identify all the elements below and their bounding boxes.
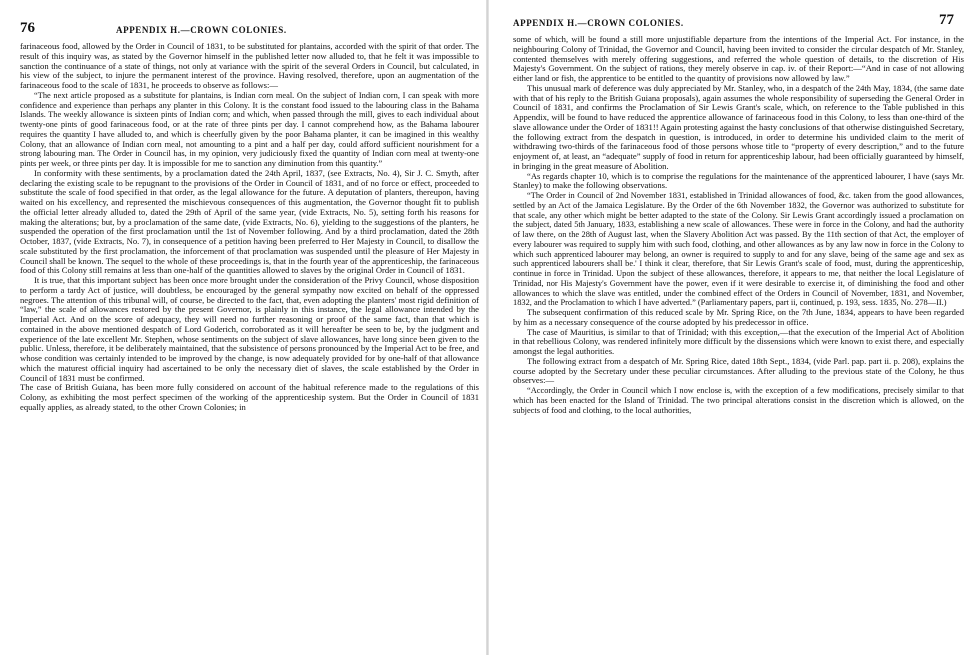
paragraph: The following extract from a despatch of Mr. Spring Rice, dated 18th Sept., 1834, (vide Parl. pap. part ii. p. 208), explains the course adopted by the Secretary under these peculiar circumstances. After alluding to the previous state of the Colony, he thus observes:— [513, 355, 964, 386]
paragraph: In conformity with these sentiments, by a proclamation dated the 24th April, 1837, (see Extracts, No. 4), Sir J. C. Smyth, after declaring the existing scale to be repugnant to the provisions of the Order in Council of 1831, and of no force or effect, proceeded to substitute the scale of food specified in that order, as the legal allowance for the future. A deputation of planters, thereupon, having waited on his excellency, and represented the mischievous consequences of this augmentation, the Governor thought fit to publish the official letter already alluded to, dated the 29th of April of the same year, (vide Extracts, No. 5), setting forth his reasons for making the alterations; but, by a proclamation of the same date, (vide Extracts, No. 6), yielding to the suggestions of the planters, he suspended the operation of the first proclamation until the 1st of November following. And by a third proclamation, dated the 28th October, 1837, (vide Extracts, No. 7), in consequence of a petition having been preferred to Her Majesty in Council, to disallow the scale substituted by the first proclamation, the inforcement of that proclamation was suspended until the pleasure of Her Majesty in Council shall be known. The sequel to the whole of these proceedings is, that in the fourth year of the apprenticeship, the farinaceous food of this Colony still remains at less than one-half of the quantities allowed to slaves by the original Order in Council of 1831. [20, 167, 479, 276]
right-body [513, 35, 964, 415]
right-page-header [513, 13, 964, 35]
paragraph: The case of Mauritius, is similar to that of Trinidad; with this exception,—that the execution of the Imperial Act of Abolition in that rebellious Colony, was rendered infinitely more difficult by the dissensions which were known to exist there, and especially amongst the legal authorities. [513, 326, 964, 356]
running-head: APPENDIX H.—CROWN COLONIES. [513, 18, 684, 28]
quote-paragraph: “Accordingly, the Order in Council which I now enclose is, with the exception of a few modifications, precisely similar to that which has been enacted for the Island of Trinidad. The two principal alterations consist in the discretion which is allowed, on the subjects of food and clothing, to the local authorities, [513, 386, 964, 415]
paragraph: This unusual mark of deference was duly appreciated by Mr. Stanley, who, in a despatch of the 24th May, 1834, (the same date with that of his reply to the British Guiana proposals), again assumes the whole responsibility of superseding the General Order in Council of 1831, and confirms the Proclamation of Sir Lewis Grant's scale, which, on reference to the Table published in this Appendix, will be found to have reduced the apprentice allowance of farinaceous food in this Colony, to less than one-third of the slave allowance under the Order of 1831!! Again protesting against the hasty conclusions of that otherwise distinguished Secretary, the following extract from the despatch in question, is introduced, in order to determine his undivided claim to the merit of withdrawing two-thirds of the farinaceous food of those persons whose title to “property of every description,” and to the future enjoyment of, at least, an “adequate” supply of food in return for apprenticeship labour, had been officially guaranteed by himself, in bringing in the great measure of Abolition. [513, 82, 964, 171]
quote-paragraph: “As regards chapter 10, which is to comprise the regulations for the maintenance of the apprenticed labourer, I have (says Mr. Stanley) to make the following observations. [513, 170, 964, 191]
page-number: 77 [939, 12, 954, 28]
paragraph: The subsequent confirmation of this reduced scale by Mr. Spring Rice, on the 7th June, 1834, appears to have been regarded by him as a necessary consequence of the course adopted by his predecessor in office. [513, 307, 964, 327]
running-head: APPENDIX H.—CROWN COLONIES. [116, 25, 287, 35]
paragraph: It is true, that this important subject has been once more brought under the consideration of the Privy Council, whose disposition to perform a tardy Act of justice, will doubtless, be encouraged by the general sympathy now excited on behalf of the oppressed negroes. The attention of this tribunal will, of course, be directed to the fact, that, even adopting the planters' most rigid definition of “law,” the scale of allowances restored by the present Governor, is plainly in this instance, the legal allowance intended by the Imperial Act. And on the score of adequacy, they will need no further reasoning or proof of the same fact, than that which is contained in the above mentioned despatch of Lord Goderich, corroborated as it will hereafter be seen to be, by the judgment and experience of the late excellent Mr. Stephen, whose sentiments on the subject of slave allowances, have long since been given to the public. Unless, therefore, it be deliberately maintained, that the subsistence of persons pronounced by the Imperial Act to be free, and whose condition was certainly intended to be improved by the change, is now adequately provided for by one-half of that allowance which the maturest official inquiry had ascertained to be only the necessary diet of slaves, the scale established by the Order in Council of 1831 must be confirmed. [20, 275, 479, 383]
left-page [0, 0, 487, 655]
left-body [20, 42, 479, 413]
paragraph: The case of British Guiana, has been more fully considered on account of the habitual reference made to the regulations of this Colony, as exhibiting the most perfect specimen of the working of the apprenticeship system. But the Order in Council of 1831 equally applies, as already stated, to the other Crown Colonies; in [20, 382, 479, 412]
paragraph: farinaceous food, allowed by the Order in Council of 1831, to be substituted for plantains, accorded with the spirit of that order. The result of this inquiry was, as stated by the Governor himself in the published letter now alluded to, that he felt it was impossible to sanction the continuance of a state of things, not only at variance with the spirit of the several Orders in Council, but calculated, in his view of the subject, to injure the permanent interest of the province. Having resolved, therefore, upon an augmentation of the farinaceous food to the scale of 1831, he proceeds to observe as follows:— [20, 41, 479, 90]
quote-paragraph: “The next article proposed as a substitute for plantains, is Indian corn meal. On the subject of Indian corn, I can speak with more confidence and experience than perhaps any planter in this Colony. It is the constant food issued to the labouring class in the Bahama Islands. The weekly allowance is sixteen pints of Indian corn; and which, when passed through the mill, gives to each individual about twenty-one pints of good farinaceous food, or at the rate of three pints per day. I cannot comprehend how, as the Bahama labourer requires the quantity I have alluded to, and which is cheerfully given by the poor Bahama planter, it can be imagined in this wealthy Colony, that an allowance of Indian corn meal, not amounting to a pint and a half per day, could afford sufficient nourishment for a strong labouring man. The Order in Council has, in my opinion, very judiciously fixed the quantity of Indian corn meal at twenty-one pints per week, or three pints per day. It is impossible for me to sanction any diminution from this quantity.” [20, 90, 479, 168]
paragraph: some of which, will be found a still more unjustifiable departure from the intentions of the Imperial Act. For instance, in the neighbouring Colony of Trinidad, the Governor and Council, having been invited to consider the circular despatch of Mr. Stanley, contented themselves with merely offering suggestions, and referred the whole question of details, to the discretion of His Majesty's Government. On the subject of rations, they merely observe in cap. iv. of their Report:—“And in case of not allowing either land or fish, the apprentice to be entitled to the quantity of provisions now allowed by law.” [513, 34, 964, 83]
page-number: 76 [20, 20, 35, 36]
quote-paragraph: “The Order in Council of 2nd November 1831, established in Trinidad allowances of food, &c. taken from the good allowances, settled by an Act of the Jamaica Legislature. By the Order of the 6th November 1832, the Governor was authorized to substitute for that scale, any other which might be better adapted to the state of the Colony. Sir Lewis Grant accordingly issued a proclamation on the subject, dated 5th January, 1833, establishing a new scale of allowances. These were in force in the Colony, and had the authority of law there, on the 28th of August last, when the Slavery Abolition Act was passed. By the 11th section of that Act, the employer of every labourer was required to supply him with such food, clothing, and other allowances as by any law now in force in the Colony to which such apprenticed labourer may belong, an owner is required to supply to and for any slave, being of the same age and sex as such apprenticed labourers shall be.' I think it clear, therefore, that Sir Lewis Grant's scale of food, must, during the apprenticeship, continue in force in Trinidad. Upon the subject of these allowances, therefore, it appears to me, that neither the local Legislature of Trinidad, nor His Majesty's Government have the power, even if it were desirable to exercise it, of diminishing the food and other allowances to which the slave was entitled, under the combined effect of the Orders in Council of November, 1831, and November, 1832, and the Proclamation to which I have adverted.” (Parliamentary papers, part ii, continued, p. 193, sess. 1835, No. 278—II.) [513, 191, 964, 308]
left-page-header [20, 20, 479, 42]
right-page [489, 0, 980, 655]
